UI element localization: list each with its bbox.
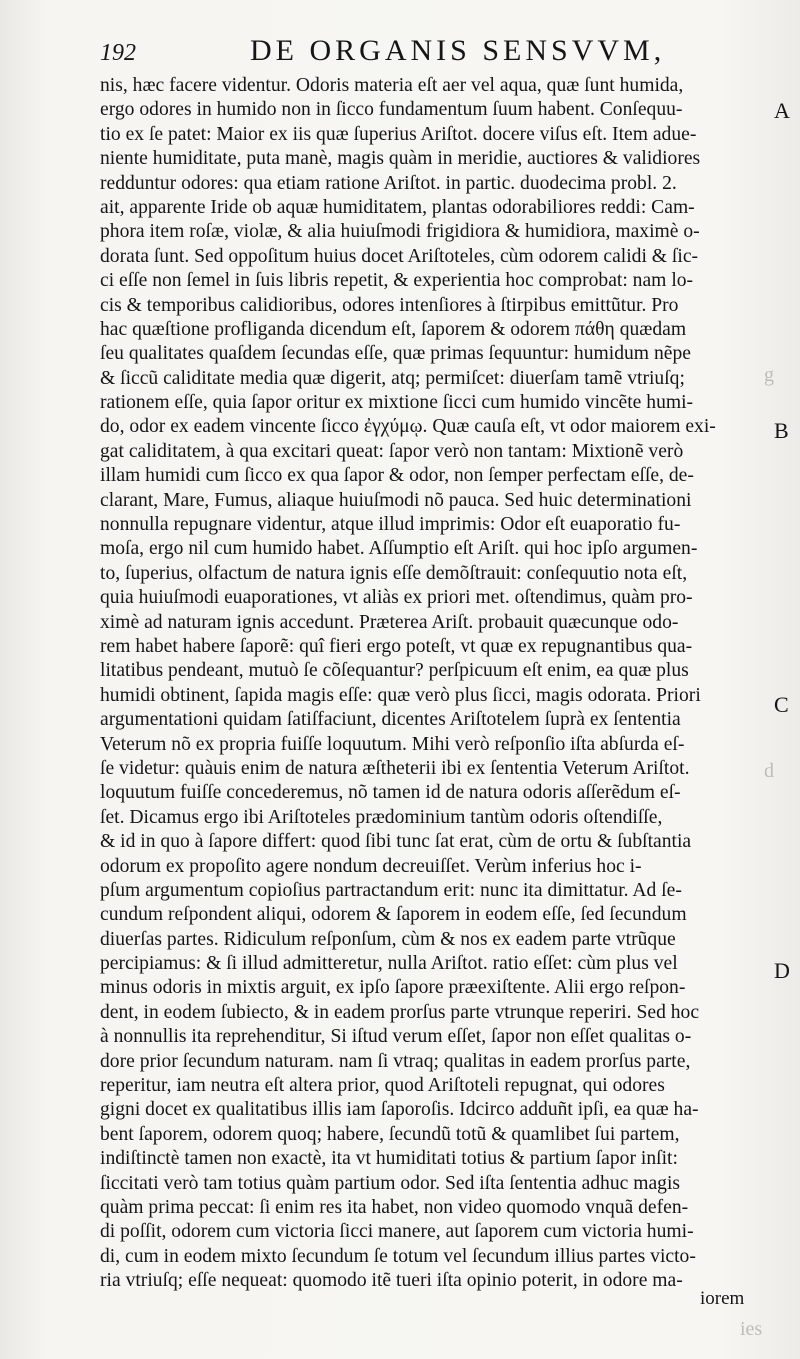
page-header xyxy=(100,34,760,74)
text-line: ſet. Dicamus ergo ibi Ariſtoteles prædominium tantùm odoris oſtendiſſe, xyxy=(100,806,663,828)
text-line: nonnulla repugnare videntur, atque illud imprimis: Odor eſt euaporatio fu- xyxy=(100,514,681,536)
text-line: do, odor ex eadem vincente ſicco ἐγχύμῳ. Quæ cauſa eſt, vt odor maiorem exi- xyxy=(100,416,716,438)
text-line: di, cum in eodem mixto ſecundum ſe totum vel ſecundum illius partes victo- xyxy=(100,1245,696,1267)
text-line: rem habet habere ſaporẽ: quî fieri ergo poteſt, vt quæ ex repugnantibus qua- xyxy=(100,635,693,657)
text-line: ait, apparente Iride ob aquæ humiditatem, plantas odorabiliores reddi: Cam- xyxy=(100,196,695,218)
text-line: rationem eſſe, quia ſapor oritur ex mixtione ſicci cum humido vincẽte humi- xyxy=(100,392,694,414)
text-line: dent, in eodem ſubiecto, & in eadem prorſus parte vtrunque reperiri. Sed hoc xyxy=(100,1001,700,1023)
text-line: tio ex ſe patet: Maior ex iis quæ ſuperius Ariſtot. docere viſus eſt. Item adue- xyxy=(100,123,697,145)
text-line: cis & temporibus calidioribus, odores intenſiores à ſtirpibus emittũtur. Pro xyxy=(100,294,679,316)
text-line: diuerſas partes. Ridiculum reſponſum, cùm & nos ex eadem parte vtrũque xyxy=(100,928,676,950)
text-line: Veterum nõ ex propria fuiſſe loquutum. Mihi verò reſponſio iſta abſurda eſ- xyxy=(100,733,685,755)
text-line: ſeu qualitates quaſdem ſecundas eſſe, quæ primas ſequuntur: humidum nẽpe xyxy=(100,343,691,365)
text-line: ci eſſe non ſemel in ſuis libris repetit, & experientia hoc comprobat: nam lo- xyxy=(100,270,694,292)
text-line: illam humidi cum ſicco ex qua ſapor & odor, non ſemper perfectam eſſe, de- xyxy=(100,465,694,487)
text-line: pſum argumentum copioſius partractandum erit: nunc ita dimittatur. Ad ſe- xyxy=(100,879,682,901)
text-line: ria vtriuſq; eſſe nequeat: quomodo itẽ tueri iſta opinio poterit, in odore ma- xyxy=(100,1270,683,1292)
text-line: moſa, ergo nil cum humido habet. Aſſumptio eſt Ariſt. qui hoc ipſo argumen- xyxy=(100,538,698,560)
text-line: ergo odores in humido non in ſicco fundamentum ſuum habent. Conſequu- xyxy=(100,99,683,121)
margin-letter-a: A xyxy=(774,98,790,123)
text-line: argumentationi quidam ſatiſfaciunt, dicentes Ariſtotelem ſuprà ex ſententia xyxy=(100,709,681,731)
text-line: bent ſaporem, odorem quoq; habere, ſecundũ totũ & quamlibet ſui partem, xyxy=(100,1123,680,1145)
text-line: à nonnullis ita reprehenditur, Si iſtud verum eſſet, ſapor non eſſet qualitas o- xyxy=(100,1026,692,1048)
text-line: litatibus pendeant, mutuò ſe cõſequantur? perſpicuum eſt enim, ea quæ plus xyxy=(100,660,689,682)
text-line: odorum ex propoſito agere nondum decreuiſſet. Verùm inferius hoc i- xyxy=(100,855,642,877)
text-line: ſe videtur: quàuis enim de natura æſtheterii ibi ex ſententia Veterum Ariſtot. xyxy=(100,757,690,779)
margin-letter-b: B xyxy=(774,418,789,443)
text-line: quàm prima peccat: ſi enim res ita habet, non video quomodo vnquã defen- xyxy=(100,1196,689,1218)
bleed-through-text: g xyxy=(764,364,774,386)
text-line: di poſſit, odorem cum victoria ſicci manere, aut ſaporem cum victoria humi- xyxy=(100,1221,694,1243)
text-line: ximè ad naturam ignis accedunt. Præterea Ariſt. probauit quæcunque odo- xyxy=(100,611,679,633)
text-line: & ſiccũ caliditate media quæ digerit, atq; permiſcet: diuerſam tamẽ vtriuſq; xyxy=(100,367,685,389)
text-line: minus odoris in mixtis arguit, ex ipſo ſapore præexiſtente. Alii ergo reſpon- xyxy=(100,977,686,999)
margin-letter-d: D xyxy=(774,958,790,983)
text-line: gat caliditatem, à qua excitari queat: ſapor verò non tantam: Mixtionẽ verò xyxy=(100,440,684,462)
running-head: DE ORGANIS SENSVVM, xyxy=(250,34,666,67)
text-line: quia huiuſmodi euaporationes, vt aliàs ex priori met. oſtendimus, quàm pro- xyxy=(100,587,693,609)
text-line: indiſtinctè tamen non exactè, ita vt humiditati totius & partium ſapor inſit: xyxy=(100,1148,678,1170)
margin-letter-c: C xyxy=(774,692,789,717)
text-line: percipiamus: & ſi illud admitteretur, nulla Ariſtot. ratio eſſet: cùm plus vel xyxy=(100,953,678,975)
text-line: nis, hæc facere videntur. Odoris materia eſt aer vel aqua, quæ ſunt humida, xyxy=(100,75,684,96)
text-line: reperitur, iam neutra eſt altera prior, quod Ariſtoteli repugnat, qui odores xyxy=(100,1075,665,1097)
text-line: cundum reſpondent aliqui, odorem & ſaporem in eodem eſſe, ſed ſecundum xyxy=(100,904,687,926)
text-line: phora item roſæ, violæ, & alia huiuſmodi frigidiora & humidiora, maximè o- xyxy=(100,221,700,243)
text-line: hac quæſtione profliganda dicendum eſt, ſaporem & odorem πάθη quædam xyxy=(100,318,687,340)
text-line: dore prior ſecundum naturam. nam ſi vtraq; qualitas in eadem prorſus parte, xyxy=(100,1050,691,1072)
text-line: loquutum fuiſſe concederemus, nõ tamen id de natura odoris aſſerẽdum eſ- xyxy=(100,782,681,804)
text-line: & id in quo à ſapore differt: quod ſibi tunc ſat erat, cùm de ortu & ſubſtantia xyxy=(100,831,692,853)
text-line: humidi obtinent, ſapida magis eſſe: quæ verò plus ſicci, magis odorata. Priori xyxy=(100,684,701,706)
bleed-through-text: d xyxy=(764,760,774,782)
page-number: 192 xyxy=(100,40,136,66)
body-text xyxy=(100,74,765,1294)
text-line: niente humiditate, puta manè, magis quàm in meridie, auctiores & validiores xyxy=(100,148,701,170)
catchword: iorem xyxy=(700,1288,745,1309)
text-line: dorata ſunt. Sed oppoſitum huius docet Ariſtoteles, cùm odorem calidi & ſic- xyxy=(100,245,699,267)
bleed-through-text: ies xyxy=(740,1318,763,1340)
text-line: clarant, Mare, Fumus, aliaque huiuſmodi nõ pauca. Sed huic determinationi xyxy=(100,489,692,511)
text-line: redduntur odores: qua etiam ratione Ariſtot. in partic. duodecima probl. 2. xyxy=(100,172,677,194)
text-line: ſiccitati verò tam totius quàm partium odor. Sed iſta ſententia adhuc magis xyxy=(100,1172,681,1194)
text-line: gigni docet ex qualitatibus illis iam ſaporoſis. Idcirco adduñt ipſi, ea quæ ha- xyxy=(100,1099,699,1121)
text-line: to, ſuperius, olfactum de natura ignis eſſe demõſtrauit: conſequutio nota eſt, xyxy=(100,562,688,584)
